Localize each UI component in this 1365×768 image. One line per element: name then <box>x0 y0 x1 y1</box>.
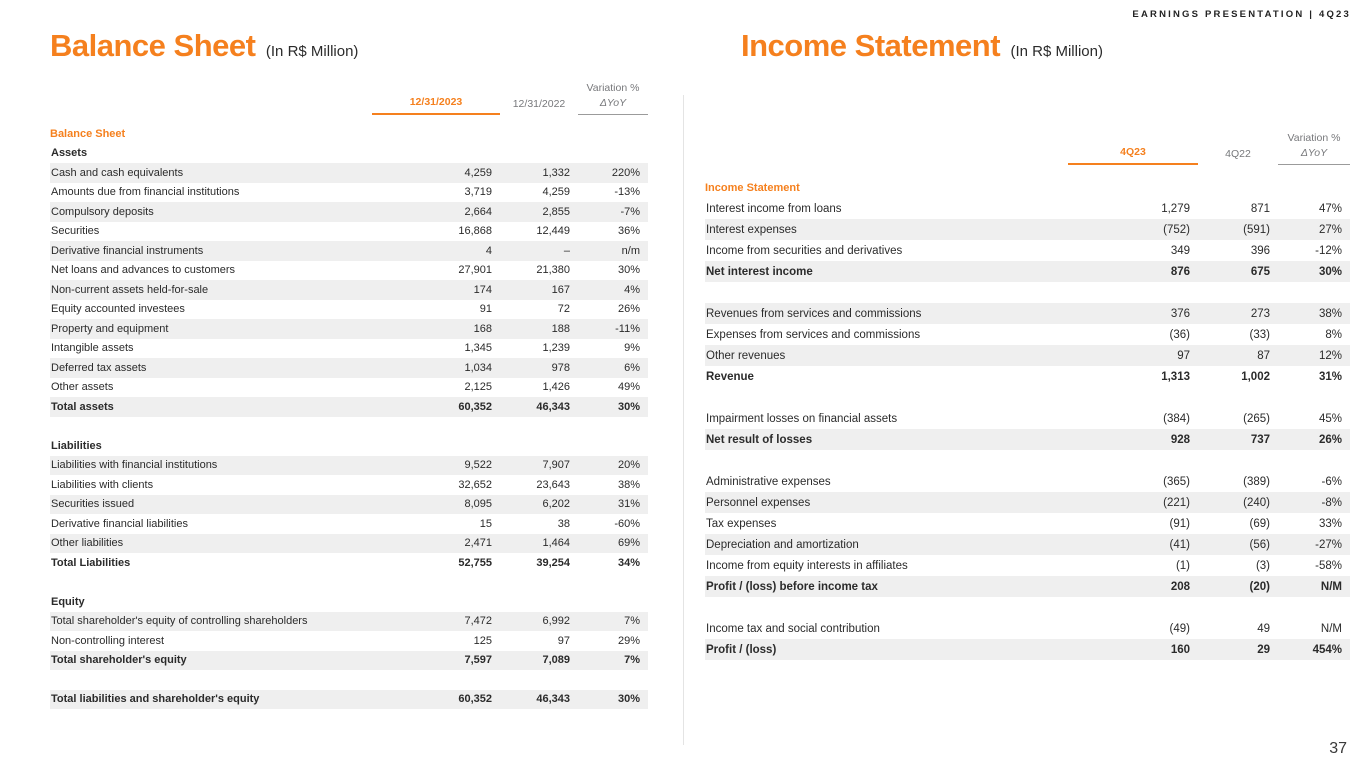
row-value-yoy: 4% <box>624 283 640 296</box>
row-value-prior: (20) <box>1249 580 1270 593</box>
row-value-current: 60,352 <box>458 693 492 706</box>
row-label: Net result of losses <box>706 433 813 446</box>
row-value-yoy: 30% <box>617 693 640 706</box>
table-row <box>50 592 648 612</box>
row-value-prior: 23,643 <box>536 478 570 491</box>
column-header-prior: 4Q22 <box>1225 148 1251 160</box>
row-value-prior: (33) <box>1249 328 1270 341</box>
column-header-current: 4Q23 <box>1068 146 1198 165</box>
row-value-current: (41) <box>1169 538 1190 551</box>
row-value-prior: 4,259 <box>542 186 570 199</box>
row-value-prior: 97 <box>557 634 570 647</box>
row-value-current: (49) <box>1169 622 1190 635</box>
row-value-prior: 273 <box>1250 307 1270 320</box>
row-value-prior: 6,202 <box>542 498 570 511</box>
row-value-current: 160 <box>1170 643 1190 656</box>
row-value-prior: (265) <box>1243 412 1270 425</box>
row-value-current: (36) <box>1169 328 1190 341</box>
table-row <box>705 429 1350 450</box>
row-value-prior: 46,343 <box>536 693 570 706</box>
row-value-current: 8,095 <box>464 498 492 511</box>
row-value-prior: (389) <box>1243 475 1270 488</box>
row-label: Expenses from services and commissions <box>706 328 921 341</box>
page-title: Income Statement <box>741 28 1001 63</box>
variation-label: Variation % <box>1287 132 1341 144</box>
row-label: Property and equipment <box>51 322 169 335</box>
row-label: Deferred tax assets <box>51 361 147 374</box>
table-row <box>705 408 1350 429</box>
table-row <box>50 573 648 593</box>
row-value-yoy: -8% <box>1321 496 1342 509</box>
row-value-current: 174 <box>473 283 492 296</box>
row-value-current: 15 <box>479 517 492 530</box>
table-row <box>705 387 1350 408</box>
row-value-current: 3,719 <box>464 186 492 199</box>
row-value-current: 928 <box>1170 433 1190 446</box>
table-row <box>50 534 648 554</box>
row-value-yoy: 38% <box>617 478 640 491</box>
row-value-prior: 87 <box>1257 349 1270 362</box>
table-row <box>705 324 1350 345</box>
row-value-yoy: 12% <box>1318 349 1342 362</box>
table-row <box>705 240 1350 261</box>
row-value-yoy: 47% <box>1318 202 1342 215</box>
table-row <box>705 219 1350 240</box>
row-value-yoy: 49% <box>617 381 640 394</box>
row-value-yoy: 33% <box>1318 517 1342 530</box>
table-row <box>705 513 1350 534</box>
row-value-yoy: 34% <box>617 556 640 569</box>
row-value-prior: 29 <box>1257 643 1270 656</box>
income-statement-column-headers <box>705 128 1350 165</box>
row-value-prior: 1,002 <box>1241 370 1270 383</box>
table-row <box>50 300 648 320</box>
row-value-yoy: 9% <box>624 342 640 355</box>
income-statement-section-label: Income Statement <box>705 181 800 194</box>
row-value-current: 2,125 <box>464 381 492 394</box>
table-row <box>705 471 1350 492</box>
row-label: Income from equity interests in affiliates <box>706 559 908 572</box>
table-row <box>705 366 1350 387</box>
row-value-prior: (240) <box>1243 496 1270 509</box>
row-label: Total shareholder's equity of controlling shareholders <box>51 615 308 628</box>
table-row <box>705 450 1350 471</box>
row-label: Other assets <box>51 381 114 394</box>
table-row <box>705 303 1350 324</box>
row-label: Net loans and advances to customers <box>51 264 236 277</box>
row-value-prior: 39,254 <box>536 556 570 569</box>
row-value-current: 1,313 <box>1161 370 1190 383</box>
row-value-yoy: 36% <box>617 225 640 238</box>
row-value-yoy: -6% <box>1321 475 1342 488</box>
row-value-yoy: 26% <box>617 303 640 316</box>
row-value-current: 876 <box>1170 265 1190 278</box>
row-value-current: 2,664 <box>464 205 492 218</box>
table-row <box>50 319 648 339</box>
title-units-suffix: (In R$ Million) <box>265 43 359 60</box>
table-row <box>50 378 648 398</box>
presentation-eyebrow: EARNINGS PRESENTATION | 4Q23 <box>1132 9 1351 20</box>
table-row <box>50 241 648 261</box>
row-label: Liabilities with clients <box>51 478 154 491</box>
row-value-yoy: N/M <box>1320 622 1342 635</box>
balance-sheet-title-line <box>50 28 648 64</box>
row-value-current: 60,352 <box>458 400 492 413</box>
row-value-prior: (56) <box>1249 538 1270 551</box>
row-label: Revenue <box>706 370 754 383</box>
row-value-yoy: 30% <box>617 264 640 277</box>
row-value-yoy: 29% <box>617 634 640 647</box>
row-value-prior: 2,855 <box>542 205 570 218</box>
table-row <box>50 651 648 671</box>
row-value-current: 168 <box>473 322 492 335</box>
row-value-yoy: 31% <box>617 498 640 511</box>
table-row <box>705 597 1350 618</box>
row-label: Interest expenses <box>706 223 797 236</box>
row-label: Equity accounted investees <box>51 303 185 316</box>
table-row <box>705 198 1350 219</box>
table-row <box>50 690 648 710</box>
row-value-prior: 1,239 <box>542 342 570 355</box>
row-value-prior: 46,343 <box>536 400 570 413</box>
row-value-yoy: 7% <box>624 654 640 667</box>
table-row <box>50 417 648 437</box>
column-header-yoy: ΔYoY <box>1278 147 1350 165</box>
row-label: Total shareholder's equity <box>51 654 187 667</box>
variation-label: Variation % <box>586 82 640 94</box>
row-label: Interest income from loans <box>706 202 842 215</box>
row-label: Non-current assets held-for-sale <box>51 283 209 296</box>
column-header-prior: 12/31/2022 <box>512 98 566 110</box>
table-row <box>50 612 648 632</box>
title-units-suffix: (In R$ Million) <box>1010 43 1103 60</box>
row-label: Total Liabilities <box>51 556 131 569</box>
table-row <box>50 670 648 690</box>
row-label: Equity <box>51 595 85 608</box>
table-row <box>50 163 648 183</box>
row-label: Intangible assets <box>51 342 134 355</box>
table-row <box>50 202 648 222</box>
row-label: Total liabilities and shareholder's equity <box>51 693 260 706</box>
row-value-yoy: -13% <box>614 186 640 199</box>
row-value-prior: (591) <box>1243 223 1270 236</box>
row-value-current: (221) <box>1163 496 1190 509</box>
column-header-yoy: ΔYoY <box>578 97 648 115</box>
table-row <box>50 280 648 300</box>
table-row <box>705 261 1350 282</box>
row-value-prior: 871 <box>1250 202 1270 215</box>
row-value-prior: 6,992 <box>542 615 570 628</box>
row-value-prior: 72 <box>557 303 570 316</box>
row-label: Derivative financial instruments <box>51 244 204 257</box>
row-value-yoy: -12% <box>1315 244 1342 257</box>
balance-sheet-table <box>50 144 648 710</box>
row-value-current: 91 <box>479 303 492 316</box>
row-label: Liabilities with financial institutions <box>51 459 218 472</box>
row-value-current: 9,522 <box>464 459 492 472</box>
row-value-yoy: -60% <box>614 517 640 530</box>
table-row <box>705 282 1350 303</box>
row-label: Amounts due from financial institutions <box>51 186 240 199</box>
row-value-current: 7,597 <box>464 654 492 667</box>
row-value-yoy: 26% <box>1318 433 1342 446</box>
row-value-yoy: 30% <box>1318 265 1342 278</box>
row-label: Net interest income <box>706 265 813 278</box>
row-value-yoy: 7% <box>624 615 640 628</box>
row-value-current: 16,868 <box>458 225 492 238</box>
page-title: Balance Sheet <box>50 28 256 63</box>
table-row <box>50 397 648 417</box>
table-row <box>50 358 648 378</box>
table-row <box>705 492 1350 513</box>
row-value-yoy: 38% <box>1318 307 1342 320</box>
table-row <box>50 183 648 203</box>
row-value-current: 32,652 <box>458 478 492 491</box>
table-row <box>705 534 1350 555</box>
row-value-current: (752) <box>1163 223 1190 236</box>
row-value-yoy: 8% <box>1325 328 1342 341</box>
row-value-prior: 1,464 <box>542 537 570 550</box>
row-value-prior: 38 <box>557 517 570 530</box>
row-value-yoy: 454% <box>1312 643 1342 656</box>
table-row <box>50 475 648 495</box>
row-label: Personnel expenses <box>706 496 811 509</box>
row-label: Cash and cash equivalents <box>51 166 184 179</box>
income-statement-panel <box>705 28 1350 660</box>
row-value-yoy: -58% <box>1315 559 1342 572</box>
row-value-current: (1) <box>1175 559 1190 572</box>
table-row <box>705 618 1350 639</box>
table-row <box>50 456 648 476</box>
row-value-yoy: 30% <box>617 400 640 413</box>
row-value-prior: 49 <box>1257 622 1270 635</box>
row-value-prior: 7,907 <box>542 459 570 472</box>
table-row <box>705 576 1350 597</box>
table-row <box>50 436 648 456</box>
row-value-prior: 675 <box>1250 265 1270 278</box>
row-value-yoy: 27% <box>1318 223 1342 236</box>
page-number: 37 <box>1329 740 1347 757</box>
row-value-current: 1,279 <box>1161 202 1190 215</box>
row-value-yoy: 220% <box>611 166 640 179</box>
row-value-current: (91) <box>1169 517 1190 530</box>
row-value-current: 4 <box>485 244 492 257</box>
row-label: Revenues from services and commissions <box>706 307 922 320</box>
row-label: Other liabilities <box>51 537 124 550</box>
row-value-yoy: 20% <box>617 459 640 472</box>
row-label: Securities issued <box>51 498 135 511</box>
row-label: Income from securities and derivatives <box>706 244 903 257</box>
table-row <box>50 339 648 359</box>
row-value-current: 2,471 <box>464 537 492 550</box>
row-value-prior: 1,332 <box>542 166 570 179</box>
row-value-prior: 737 <box>1250 433 1270 446</box>
table-row <box>50 495 648 515</box>
table-row <box>50 261 648 281</box>
income-statement-table <box>705 198 1350 660</box>
row-label: Assets <box>51 147 88 160</box>
row-value-prior: 167 <box>551 283 570 296</box>
row-value-yoy: n/m <box>621 244 640 257</box>
row-value-current: (365) <box>1163 475 1190 488</box>
row-value-current: 376 <box>1170 307 1190 320</box>
row-label: Income tax and social contribution <box>706 622 880 635</box>
table-row <box>705 345 1350 366</box>
row-label: Impairment losses on financial assets <box>706 412 898 425</box>
table-row <box>50 514 648 534</box>
row-label: Administrative expenses <box>706 475 831 488</box>
table-row <box>50 631 648 651</box>
row-value-current: 1,345 <box>464 342 492 355</box>
row-value-prior: 7,089 <box>542 654 570 667</box>
row-value-yoy: -11% <box>615 322 640 335</box>
row-value-yoy: 69% <box>617 537 640 550</box>
row-value-yoy: 31% <box>1318 370 1342 383</box>
row-value-prior: (69) <box>1249 517 1270 530</box>
row-value-current: 52,755 <box>458 556 492 569</box>
row-value-current: 208 <box>1170 580 1190 593</box>
balance-sheet-column-headers <box>50 78 648 115</box>
row-value-prior: 396 <box>1250 244 1270 257</box>
row-value-yoy: N/M <box>1320 580 1342 593</box>
row-label: Depreciation and amortization <box>706 538 859 551</box>
row-value-yoy: 6% <box>624 361 640 374</box>
row-value-current: 97 <box>1177 349 1190 362</box>
balance-sheet-section-label: Balance Sheet <box>50 127 126 140</box>
row-label: Non-controlling interest <box>51 634 165 647</box>
row-label: Profit / (loss) before income tax <box>706 580 878 593</box>
row-label: Profit / (loss) <box>706 643 777 656</box>
row-label: Total assets <box>51 400 114 413</box>
row-value-yoy: -7% <box>620 205 640 218</box>
row-value-prior: (3) <box>1255 559 1270 572</box>
row-value-prior: 12,449 <box>536 225 570 238</box>
table-row <box>705 555 1350 576</box>
row-label: Securities <box>51 225 100 238</box>
row-label: Other revenues <box>706 349 786 362</box>
table-row <box>705 639 1350 660</box>
table-row <box>50 144 648 164</box>
row-value-current: 349 <box>1170 244 1190 257</box>
row-value-yoy: -27% <box>1315 538 1342 551</box>
row-value-current: 125 <box>473 634 492 647</box>
column-header-current: 12/31/2023 <box>372 96 500 115</box>
row-label: Compulsory deposits <box>51 205 154 218</box>
table-row <box>50 553 648 573</box>
row-value-prior: 21,380 <box>536 264 570 277</box>
row-value-prior: – <box>563 244 570 257</box>
row-label: Derivative financial liabilities <box>51 517 188 530</box>
row-label: Tax expenses <box>706 517 777 530</box>
income-statement-title-line <box>705 28 1350 64</box>
row-value-current: 1,034 <box>464 361 492 374</box>
row-value-current: (384) <box>1163 412 1190 425</box>
row-value-current: 27,901 <box>458 264 492 277</box>
table-row <box>50 222 648 242</box>
row-label: Liabilities <box>51 439 102 452</box>
row-value-prior: 978 <box>551 361 570 374</box>
row-value-current: 4,259 <box>464 166 492 179</box>
row-value-current: 7,472 <box>464 615 492 628</box>
row-value-yoy: 45% <box>1318 412 1342 425</box>
vertical-divider <box>683 95 684 745</box>
row-value-prior: 1,426 <box>542 381 570 394</box>
row-value-prior: 188 <box>551 322 570 335</box>
balance-sheet-panel <box>50 28 648 709</box>
